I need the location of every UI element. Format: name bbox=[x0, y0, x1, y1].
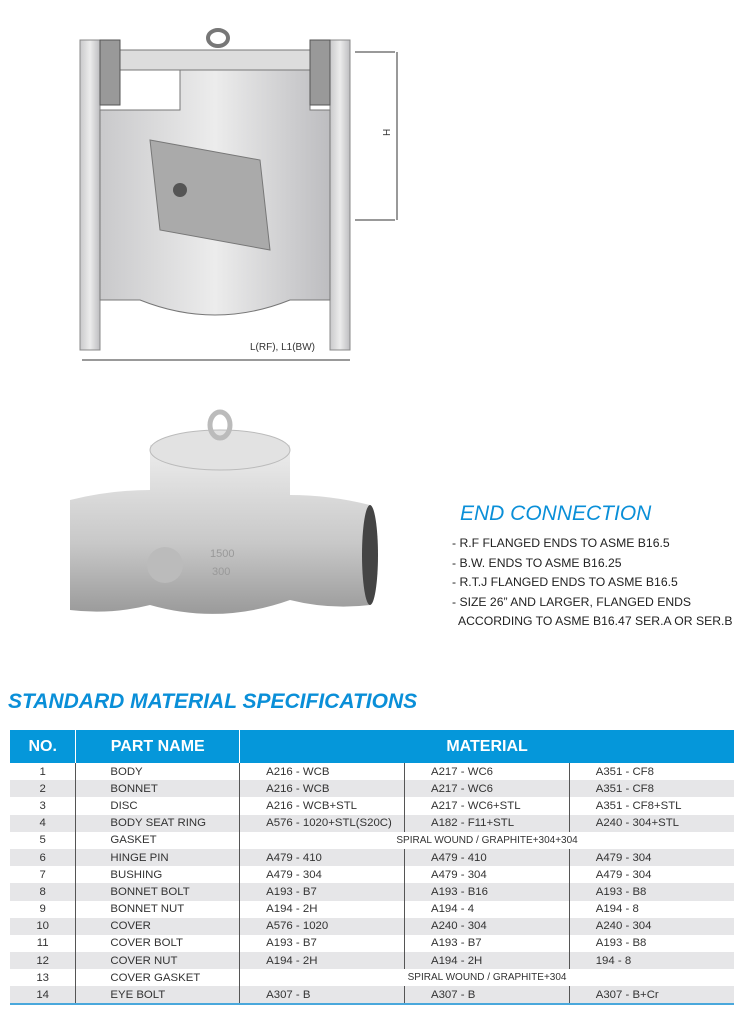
part-name: COVER bbox=[76, 918, 240, 935]
row-no: 10 bbox=[10, 918, 76, 935]
material-cell: A194 - 2H bbox=[240, 901, 405, 918]
header-part-name: PART NAME bbox=[76, 730, 240, 763]
table-row bbox=[10, 969, 734, 986]
material-cell: A307 - B bbox=[240, 986, 405, 1003]
end-connection-list bbox=[452, 534, 733, 632]
material-cell: A217 - WC6 bbox=[404, 763, 569, 780]
material-cell: A216 - WCB bbox=[240, 780, 405, 797]
material-cell: A194 - 2H bbox=[404, 952, 569, 969]
row-no: 9 bbox=[10, 901, 76, 918]
row-no: 2 bbox=[10, 780, 76, 797]
table-row bbox=[10, 935, 734, 952]
header-material: MATERIAL bbox=[240, 730, 734, 763]
material-cell: A240 - 304 bbox=[404, 918, 569, 935]
material-cell: A194 - 8 bbox=[595, 903, 639, 916]
table-row bbox=[10, 815, 734, 832]
row-no: 4 bbox=[10, 815, 76, 832]
row-no: 6 bbox=[10, 849, 76, 866]
spec-title: STANDARD MATERIAL SPECIFICATIONS bbox=[8, 690, 418, 713]
table-row bbox=[10, 849, 734, 866]
material-cell: A576 - 1020 bbox=[240, 918, 405, 935]
table-row bbox=[10, 763, 734, 780]
row-no: 1 bbox=[10, 763, 76, 780]
part-name: BUSHING bbox=[76, 866, 240, 883]
table-row bbox=[10, 952, 734, 969]
material-cell: A351 - CF8+STL bbox=[595, 799, 682, 812]
dim-l-label: L(RF), L1(BW) bbox=[250, 342, 315, 353]
row-no: 7 bbox=[10, 866, 76, 883]
material-cell: A307 - B+Cr bbox=[569, 986, 734, 1003]
material-cell: A216 - WCB bbox=[240, 763, 405, 780]
material-cell: A193 - B8 bbox=[595, 937, 647, 950]
material-cell: A182 - F11+STL bbox=[404, 815, 569, 832]
material-cell: A193 - B7 bbox=[404, 935, 569, 952]
table-row bbox=[10, 797, 734, 814]
row-no: 8 bbox=[10, 883, 76, 900]
header-no: NO. bbox=[10, 730, 76, 763]
part-name: COVER BOLT bbox=[76, 935, 240, 952]
table-row bbox=[10, 986, 734, 1003]
marking: 300 bbox=[212, 566, 231, 578]
end-connection-item: - B.W. ENDS TO ASME B16.25 bbox=[452, 555, 622, 570]
material-spec-table bbox=[10, 730, 734, 1005]
material-all: SPIRAL WOUND / GRAPHITE+304+304 bbox=[396, 834, 578, 846]
material-cell: A193 - B8 bbox=[569, 883, 734, 900]
part-name: BODY bbox=[76, 763, 240, 780]
material-cell: A217 - WC6+STL bbox=[404, 797, 569, 814]
material-cell: A193 - B7 bbox=[240, 935, 405, 952]
material-cell: A216 - WCB+STL bbox=[240, 797, 405, 814]
material-cell: A217 - WC6 bbox=[404, 780, 569, 797]
row-no: 3 bbox=[10, 797, 76, 814]
valve-photo bbox=[60, 405, 390, 635]
material-cell: A479 - 410 bbox=[240, 849, 405, 866]
row-no: 11 bbox=[10, 935, 76, 952]
table-row bbox=[10, 866, 734, 883]
end-connection-title: END CONNECTION bbox=[460, 502, 652, 525]
material-cell: A193 - B16 bbox=[404, 883, 569, 900]
valve-section-drawing bbox=[60, 20, 420, 380]
part-name: DISC bbox=[76, 797, 240, 814]
material-cell: A479 - 304 bbox=[569, 849, 734, 866]
part-name: COVER GASKET bbox=[76, 969, 240, 986]
part-name: BONNET BOLT bbox=[76, 883, 240, 900]
marking: 1500 bbox=[210, 548, 235, 560]
end-connection-item: ACCORDING TO ASME B16.47 SER.A OR SER.B bbox=[458, 614, 733, 628]
row-no: 14 bbox=[10, 986, 76, 1003]
material-cell: A351 - CF8 bbox=[569, 780, 734, 797]
material-cell: A479 - 304 bbox=[404, 866, 569, 883]
material-cell: A307 - B bbox=[404, 986, 569, 1003]
part-name: BODY SEAT RING bbox=[76, 815, 240, 832]
material-cell: A351 - CF8 bbox=[595, 765, 654, 778]
end-connection-item: - R.F FLANGED ENDS TO ASME B16.5 bbox=[452, 536, 670, 550]
table-row bbox=[10, 918, 734, 935]
material-cell: A479 - 304 bbox=[595, 868, 652, 881]
table-row bbox=[10, 780, 734, 797]
table-row bbox=[10, 901, 734, 918]
row-no: 12 bbox=[10, 952, 76, 969]
material-cell: A240 - 304+STL bbox=[569, 815, 734, 832]
material-cell: A194 - 2H bbox=[240, 952, 405, 969]
part-name: EYE BOLT bbox=[76, 986, 240, 1003]
part-name: BONNET NUT bbox=[76, 901, 240, 918]
material-all: SPIRAL WOUND / GRAPHITE+304 bbox=[407, 972, 567, 984]
material-cell: A240 - 304 bbox=[569, 918, 734, 935]
material-cell: A193 - B7 bbox=[240, 883, 405, 900]
material-cell: A194 - 4 bbox=[404, 901, 569, 918]
material-cell: A479 - 304 bbox=[240, 866, 405, 883]
row-no: 13 bbox=[10, 969, 76, 986]
end-connection-item: - SIZE 26” AND LARGER, FLANGED ENDS bbox=[452, 594, 692, 609]
part-name: BONNET bbox=[76, 780, 240, 797]
part-name: GASKET bbox=[76, 832, 240, 849]
dim-h-label: H bbox=[382, 128, 393, 136]
material-cell: A576 - 1020+STL(S20C) bbox=[240, 815, 405, 832]
end-connection-item: - R.T.J FLANGED ENDS TO ASME B16.5 bbox=[452, 575, 678, 589]
material-cell: A479 - 410 bbox=[404, 849, 569, 866]
material-cell: 194 - 8 bbox=[569, 952, 734, 969]
row-no: 5 bbox=[10, 832, 76, 849]
table-row bbox=[10, 832, 734, 849]
part-name: HINGE PIN bbox=[76, 849, 240, 866]
part-name: COVER NUT bbox=[76, 952, 240, 969]
table-row bbox=[10, 883, 734, 900]
